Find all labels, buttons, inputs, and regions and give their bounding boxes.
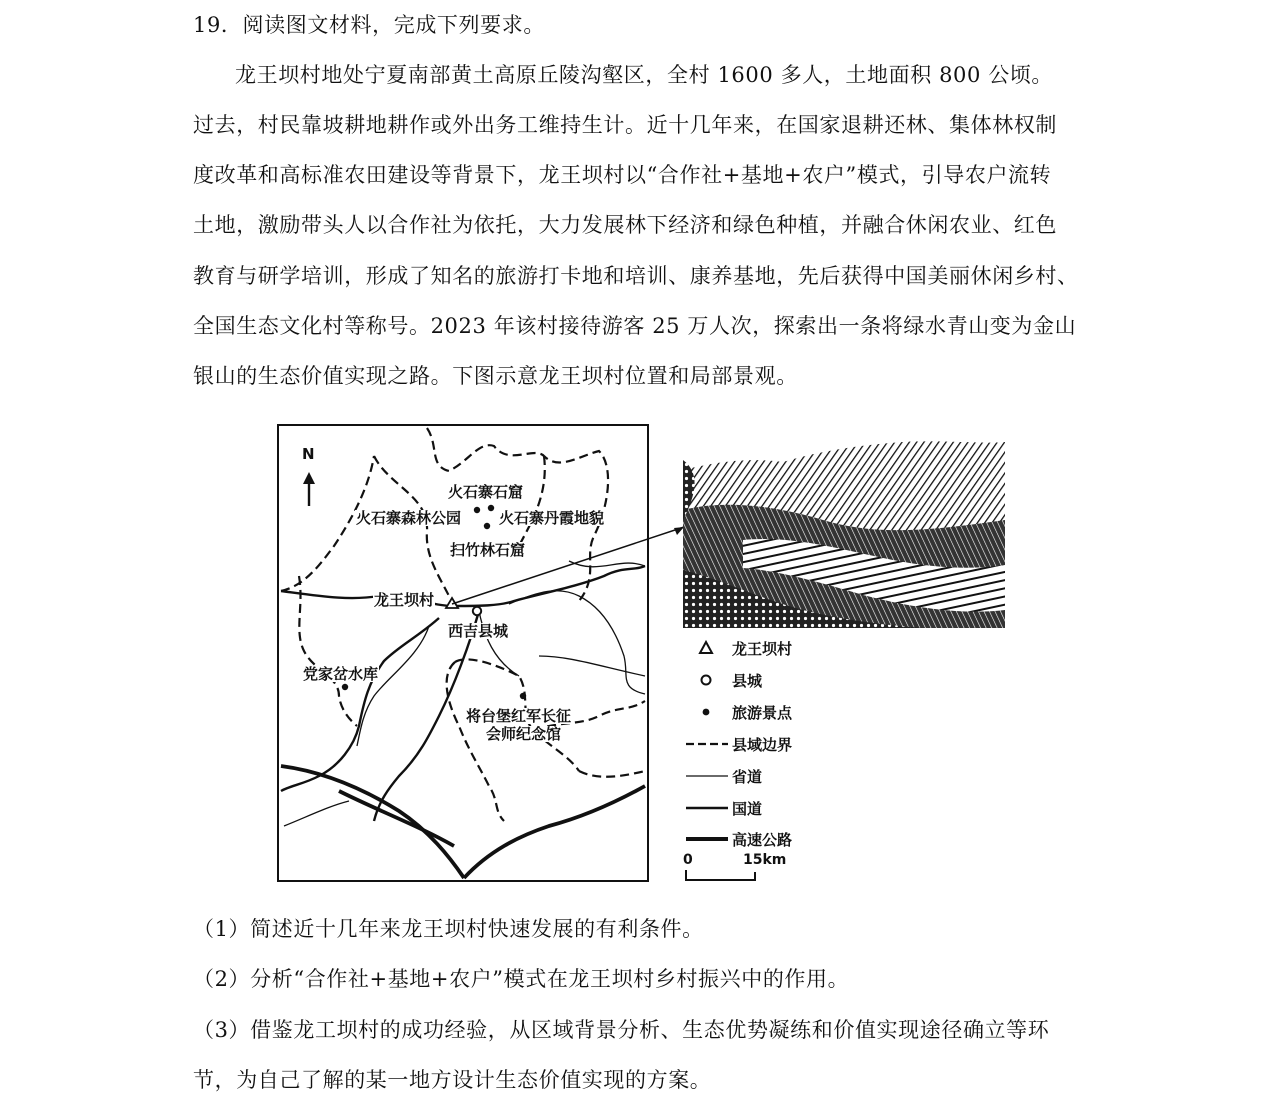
question-title: 19．阅读图文材料，完成下列要求。 (193, 13, 545, 37)
legend-village (686, 636, 792, 660)
legend-national-road (686, 796, 762, 820)
xiji-label: 西吉县城 (448, 622, 509, 640)
north-label: N (302, 445, 315, 463)
sub-question-3-line-1: （3）借鉴龙工坝村的成功经验，从区域背景分析、生态优势凝练和价值实现途径确立等环 (193, 1018, 1050, 1042)
paragraph-line-4: 土地，激励带头人以合作社为依托，大力发展林下经济和绿色种植，并融合休闲农业、红色 (193, 213, 1057, 237)
dangjia-label: 党家岔水库 (303, 665, 379, 683)
sub-question-1: （1）简述近十几年来龙王坝村快速发展的有利条件。 (193, 917, 704, 941)
legend-provincial-road-label: 省道 (732, 767, 763, 786)
legend-provincial-road (686, 764, 762, 788)
sub-question-3-line-2: 节，为自己了解的某一地方设计生态价值实现的方案。 (193, 1068, 712, 1092)
jiangtai-label-1: 将台堡红军长征 (466, 707, 572, 725)
scale-bar (683, 868, 763, 884)
legend-scenic-spot-label: 旅游景点 (732, 703, 793, 722)
legend-scenic-spot (686, 700, 792, 724)
saozhu-label: 扫竹林石窟 (450, 541, 526, 559)
huoshi-cave-label: 火石寨石窟 (448, 483, 524, 501)
legend-national-road-label: 国道 (732, 799, 763, 818)
scale-distance: 15km (743, 852, 787, 868)
legend-expressway (686, 827, 792, 851)
paragraph-line-5: 教育与研学培训，形成了知名的旅游打卡地和培训、康养基地，先后获得中国美丽休闲乡村、 (193, 264, 1079, 288)
landscape-photo (683, 440, 1005, 628)
paragraph-line-1: 龙王坝村地处宁夏南部黄土高原丘陵沟壑区，全村 1600 多人，土地面积 800 公顷。 (235, 63, 1054, 87)
legend-county-border-label: 县域边界 (732, 735, 793, 754)
paragraph-line-2: 过去，村民靠坡耕地耕作或外出务工维持生计。近十几年来，在国家退耕还林、集体林权制 (193, 113, 1057, 137)
legend-county-town-label: 县城 (732, 671, 763, 690)
legend-expressway-label: 高速公路 (732, 830, 793, 849)
longwangba-label: 龙王坝村 (374, 591, 435, 609)
paragraph-line-6: 全国生态文化村等称号。2023 年该村接待游客 25 万人次，探索出一条将绿水青山变为金山 (193, 314, 1077, 338)
jiangtai-label-2: 会师纪念馆 (486, 725, 562, 743)
scale-zero: 0 (683, 852, 693, 868)
legend-county-town (686, 668, 762, 692)
sub-question-2: （2）分析“合作社+基地+农户”模式在龙王坝村乡村振兴中的作用。 (193, 967, 850, 991)
forest-park-label: 火石寨森林公园 (356, 509, 462, 527)
legend-county-border (686, 732, 792, 756)
legend-village-label: 龙王坝村 (732, 639, 793, 658)
danxia-label: 火石寨丹霞地貌 (499, 509, 605, 527)
paragraph-line-7: 银山的生态价值实现之路。下图示意龙王坝村位置和局部景观。 (193, 364, 798, 388)
paragraph-line-3: 度改革和高标准农田建设等背景下，龙王坝村以“合作社+基地+农户”模式，引导农户流转 (193, 163, 1052, 187)
